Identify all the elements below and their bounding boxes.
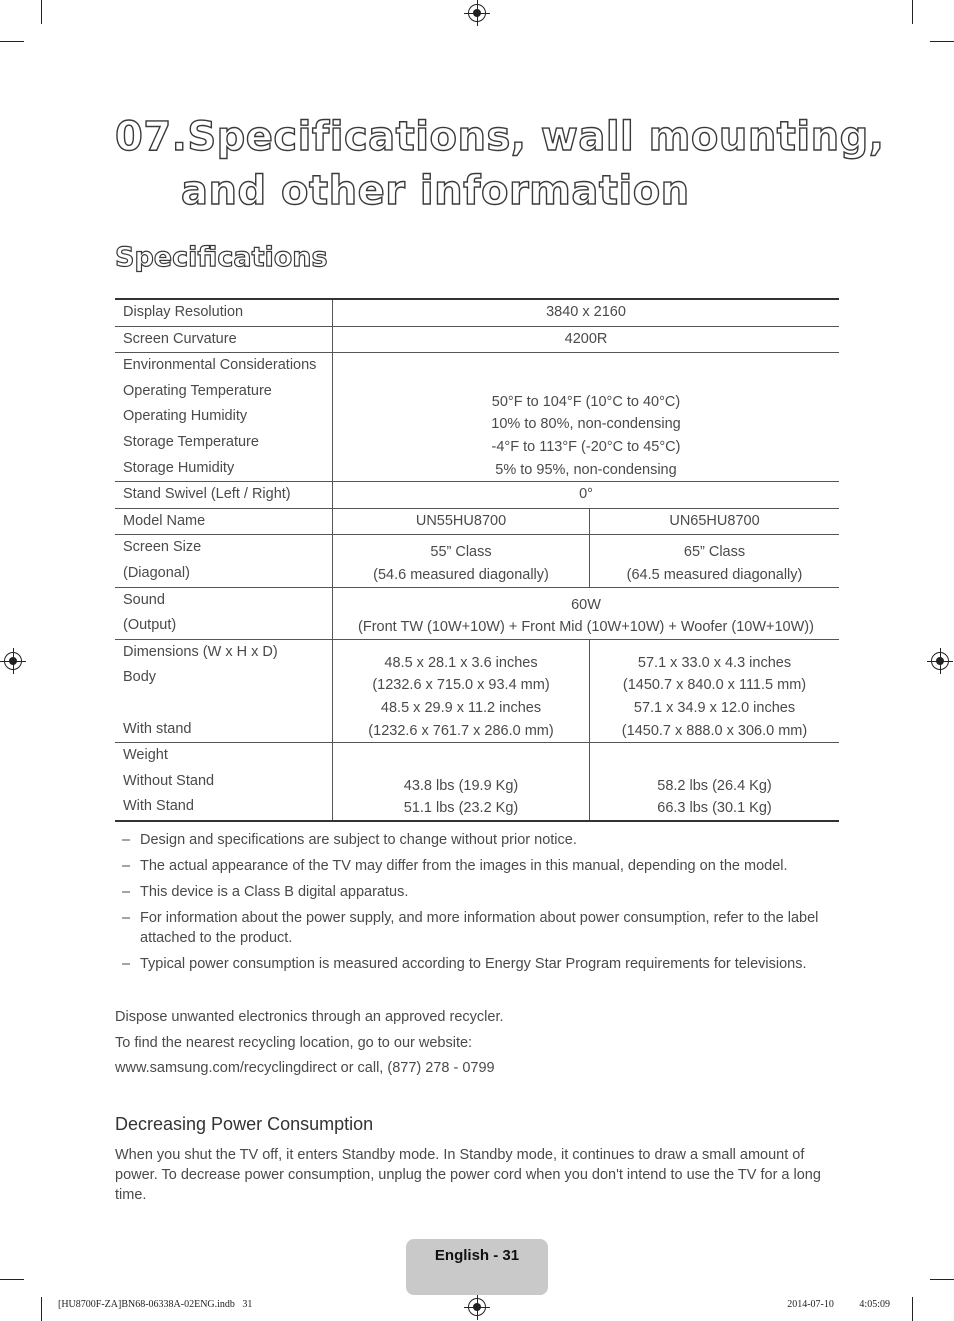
spec-value: -4°F to 113°F (-20°C to 45°C) bbox=[491, 438, 681, 455]
crop-mark bbox=[912, 1297, 913, 1321]
spec-label: With stand bbox=[123, 720, 192, 737]
table-row bbox=[115, 353, 839, 482]
chapter-title-line1: 07.Specifications, wall mounting, bbox=[115, 114, 885, 160]
spec-label: Body bbox=[123, 669, 157, 686]
note-text: This device is a Class B digital apparatus. bbox=[140, 884, 409, 900]
spec-value: 3840 x 2160 bbox=[546, 304, 626, 320]
crop-mark bbox=[0, 41, 24, 42]
spec-value: 58.2 lbs (26.4 Kg) bbox=[657, 777, 772, 794]
crop-mark bbox=[41, 1297, 42, 1321]
note-text: Typical power consumption is measured according to Energy Star Program requirements for televisions. bbox=[140, 956, 807, 972]
spec-value: 50°F to 104°F (10°C to 40°C) bbox=[491, 393, 681, 410]
spec-value: 43.8 lbs (19.9 Kg) bbox=[403, 777, 519, 794]
spec-value: (1450.7 x 888.0 x 306.0 mm) bbox=[621, 722, 808, 739]
crop-mark bbox=[41, 0, 42, 24]
spec-label: Environmental Considerations bbox=[123, 357, 317, 374]
spec-label: Weight bbox=[123, 747, 168, 764]
spec-label: (Diagonal) bbox=[123, 564, 190, 581]
registration-mark-icon bbox=[468, 1298, 486, 1316]
table-row bbox=[115, 587, 839, 639]
table-row bbox=[115, 535, 839, 587]
note-text: For information about the power supply, and more information about power consumption, refer to the label attached to the product. bbox=[140, 910, 819, 946]
table-row bbox=[115, 482, 839, 509]
recycling-line: Dispose unwanted electronics through an approved recycler. bbox=[115, 1009, 504, 1025]
spec-label: Display Resolution bbox=[123, 304, 244, 320]
crop-mark bbox=[930, 1279, 954, 1280]
spec-label bbox=[123, 691, 332, 717]
spec-value: 10% to 80%, non-condensing bbox=[491, 416, 681, 433]
page-label: English - 31 bbox=[434, 1247, 520, 1264]
spec-value: 57.1 x 34.9 x 12.0 inches bbox=[633, 699, 796, 716]
list-item bbox=[122, 882, 842, 902]
spec-label: Dimensions (W x H x D) bbox=[123, 643, 278, 660]
spec-value: 5% to 95%, non-condensing bbox=[495, 461, 677, 478]
power-paragraph: When you shut the TV off, it enters Standby mode. In Standby mode, it continues to draw a small amount of power. To decrease power consumption, unplug the power cord when you don't intend to use the TV for a long time. bbox=[115, 1147, 821, 1203]
recycling-info bbox=[115, 1005, 504, 1082]
list-item bbox=[122, 954, 842, 974]
spec-value: (1450.7 x 840.0 x 111.5 mm) bbox=[622, 677, 807, 694]
spec-label: Storage Humidity bbox=[123, 459, 235, 476]
model-a-name: UN55HU8700 bbox=[415, 512, 507, 529]
list-item bbox=[122, 908, 842, 948]
dash-bullet: – bbox=[122, 832, 131, 848]
chapter-title bbox=[115, 110, 884, 218]
dash-bullet: – bbox=[122, 910, 131, 926]
footer-left: [HU8700F-ZA]BN68-06338A-02ENG.indb 31 bbox=[58, 1299, 253, 1310]
spec-value: 4200R bbox=[564, 330, 608, 347]
crop-mark bbox=[912, 0, 913, 24]
table-row bbox=[115, 326, 839, 353]
spec-label: Screen Size bbox=[123, 539, 202, 556]
section-title: Specifications bbox=[115, 242, 328, 273]
spec-label: Model Name bbox=[123, 512, 206, 529]
table-row bbox=[115, 508, 839, 535]
spec-label: Sound bbox=[123, 591, 165, 608]
spec-value: 0° bbox=[579, 486, 593, 503]
spec-label: Stand Swivel (Left / Right) bbox=[123, 486, 291, 503]
dash-bullet: – bbox=[122, 884, 131, 900]
spec-value: 51.1 lbs (23.2 Kg) bbox=[403, 800, 519, 817]
spec-value: (Front TW (10W+10W) + Front Mid (10W+10W) + Woofer (10W+10W)) bbox=[358, 619, 814, 636]
recycling-line: www.samsung.com/recyclingdirect or call, (877) 278 - 0799 bbox=[115, 1060, 495, 1077]
spec-label: Operating Humidity bbox=[123, 408, 248, 425]
spec-value: 66.3 lbs (30.1 Kg) bbox=[657, 800, 772, 817]
crop-mark bbox=[930, 41, 954, 42]
recycling-line: To find the nearest recycling location, go to our website: bbox=[115, 1034, 473, 1051]
spec-value: (64.5 measured diagonally) bbox=[626, 566, 803, 583]
crop-mark bbox=[0, 1279, 24, 1280]
spec-value: 55” Class bbox=[430, 544, 492, 561]
spec-label: With Stand bbox=[123, 798, 194, 815]
spec-label: Without Stand bbox=[123, 772, 215, 789]
table-row bbox=[115, 639, 839, 742]
list-item bbox=[122, 830, 842, 850]
registration-mark-icon bbox=[468, 4, 486, 22]
spec-label: Operating Temperature bbox=[123, 382, 272, 399]
spec-value: 65” Class bbox=[683, 544, 746, 561]
spec-label: Storage Temperature bbox=[123, 433, 259, 450]
specifications-table bbox=[115, 298, 839, 822]
spec-value: 48.5 x 28.1 x 3.6 inches bbox=[384, 654, 538, 671]
spec-value: (1232.6 x 715.0 x 93.4 mm) bbox=[372, 677, 550, 694]
spec-value: 57.1 x 33.0 x 4.3 inches bbox=[637, 654, 792, 671]
power-heading: Decreasing Power Consumption bbox=[115, 1114, 374, 1134]
spec-label: Screen Curvature bbox=[123, 330, 237, 347]
page-number-tab bbox=[406, 1239, 548, 1295]
chapter-title-line2: and other information bbox=[181, 168, 690, 214]
note-text: Design and specifications are subject to change without prior notice. bbox=[140, 832, 577, 848]
spec-value: 48.5 x 29.9 x 11.2 inches bbox=[380, 699, 542, 716]
dash-bullet: – bbox=[122, 956, 131, 972]
spec-value: (1232.6 x 761.7 x 286.0 mm) bbox=[368, 722, 554, 739]
list-item bbox=[122, 856, 842, 876]
spec-value: 60W bbox=[571, 596, 601, 613]
table-row bbox=[115, 743, 839, 821]
dash-bullet: – bbox=[122, 858, 131, 874]
model-b-name: UN65HU8700 bbox=[669, 512, 760, 529]
note-text: The actual appearance of the TV may differ from the images in this manual, depending on the model. bbox=[140, 858, 788, 874]
notes-list bbox=[122, 830, 842, 980]
spec-label: (Output) bbox=[123, 617, 177, 634]
table-row bbox=[115, 299, 839, 326]
registration-mark-icon bbox=[931, 652, 949, 670]
footer-right: 2014-07-10 ￿￿ 4:05:09 bbox=[787, 1299, 890, 1310]
registration-mark-icon bbox=[4, 652, 22, 670]
spec-value: (54.6 measured diagonally) bbox=[373, 566, 549, 583]
